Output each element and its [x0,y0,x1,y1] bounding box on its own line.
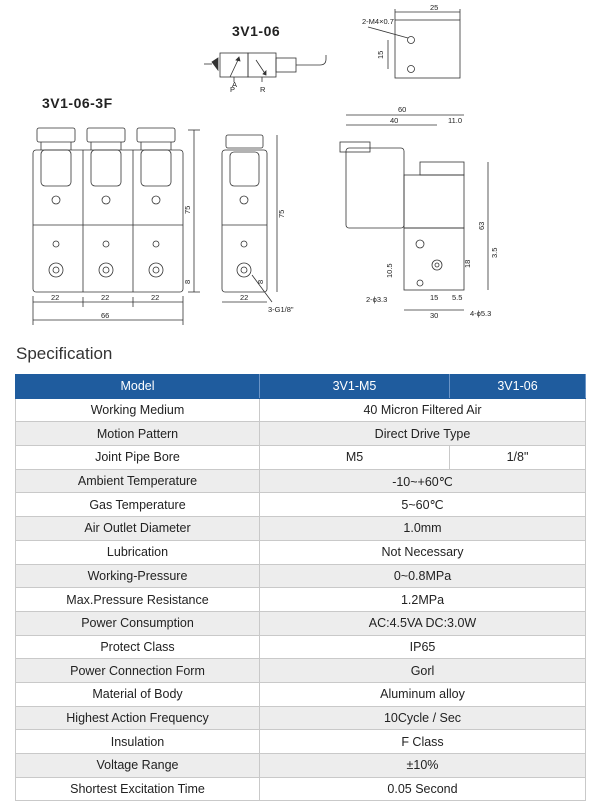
row-value: AC:4.5VA DC:3.0W [260,611,586,635]
table-row [16,398,586,422]
row-value: ±10% [260,754,586,778]
row-value: 10Cycle / Sec [260,706,586,730]
port-a-label: A [232,80,238,89]
table-row [16,517,586,541]
row-label: Power Connection Form [16,659,260,683]
dim-right-18: 18 [463,259,472,268]
table-row [16,659,586,683]
top-view-body [395,20,460,78]
row-label: Motion Pattern [16,422,260,446]
row-value: 0~0.8MPa [260,564,586,588]
dim-front-22c: 22 [151,293,160,302]
spec-header-row [16,375,586,399]
row-label: Insulation [16,730,260,754]
row-value: Aluminum alloy [260,682,586,706]
row-value: Gorl [260,659,586,683]
table-row [16,682,586,706]
dim-right-15: 15 [430,293,439,302]
row-label: Gas Temperature [16,493,260,517]
dim-right-5-5: 5.5 [452,293,463,302]
row-label: Voltage Range [16,754,260,778]
row-label: Ambient Temperature [16,469,260,493]
port-r-label: R [260,85,266,94]
row-value: -10~+60℃ [260,469,586,493]
row-label: Joint Pipe Bore [16,446,260,470]
row-value: 1.0mm [260,517,586,541]
row-value: Direct Drive Type [260,422,586,446]
table-row [16,588,586,612]
row-value-06: 1/8" [450,446,586,470]
dim-top-25: 25 [430,3,439,12]
dim-right-hole-3-3: 2-ϕ3.3 [366,295,388,304]
row-label: Air Outlet Diameter [16,517,260,541]
dim-front-66: 66 [101,311,110,320]
dim-right-11: 11.0 [448,116,463,125]
dim-front-8: 8 [183,279,192,284]
dim-front-22a: 22 [51,293,60,302]
row-label: Protect Class [16,635,260,659]
dim-front-22b: 22 [101,293,110,302]
dim-right-10-5: 10.5 [385,263,394,278]
dim-side-g18: 3-G1/8" [268,305,294,314]
spec-table [15,374,586,801]
table-row [16,564,586,588]
technical-drawing [0,0,600,340]
table-row [16,706,586,730]
row-label: Shortest Excitation Time [16,777,260,801]
dim-right-60: 60 [398,105,407,114]
dim-front-75: 75 [183,205,192,214]
dim-side-22: 22 [240,293,249,302]
spec-heading: Specification [16,344,113,363]
dim-right-hole-5-3: 4-ϕ5.3 [470,309,492,318]
dim-top-15: 15 [376,50,385,59]
table-row [16,540,586,564]
table-row [16,469,586,493]
row-value: 5~60℃ [260,493,586,517]
table-row [16,635,586,659]
row-label: Max.Pressure Resistance [16,588,260,612]
table-row [16,754,586,778]
valve-symbol [204,53,326,82]
valve-right-view [340,115,488,310]
table-row [16,777,586,801]
dim-side-8: 8 [256,279,265,284]
row-label: Power Consumption [16,611,260,635]
row-label: Working Medium [16,398,260,422]
row-label: Working-Pressure [16,564,260,588]
row-value: F Class [260,730,586,754]
header-col2: 3V1-06 [450,375,586,399]
dim-top-m4: 2-M4×0.7 [362,17,394,26]
dim-right-63: 63 [477,221,486,230]
row-label: Lubrication [16,540,260,564]
dim-right-30: 30 [430,311,439,320]
row-value: 40 Micron Filtered Air [260,398,586,422]
dim-right-40: 40 [390,116,399,125]
table-row [16,611,586,635]
port-p-label: P [230,85,236,94]
row-label: Material of Body [16,682,260,706]
row-value-m5: M5 [260,446,450,470]
model-label-small: 3V1-06 [232,23,281,39]
header-col1: 3V1-M5 [260,375,450,399]
dim-side-75: 75 [277,209,286,218]
row-value: 1.2MPa [260,588,586,612]
table-row [16,422,586,446]
row-label: Highest Action Frequency [16,706,260,730]
row-value: Not Necessary [260,540,586,564]
dim-right-3-5: 3.5 [490,247,499,258]
single-valve-side [222,135,277,302]
row-value: IP65 [260,635,586,659]
row-value: 0.05 Second [260,777,586,801]
table-row [16,446,586,470]
header-model: Model [16,375,260,399]
model-label-triple: 3V1-06-3F [42,95,113,111]
table-row [16,493,586,517]
table-row [16,730,586,754]
